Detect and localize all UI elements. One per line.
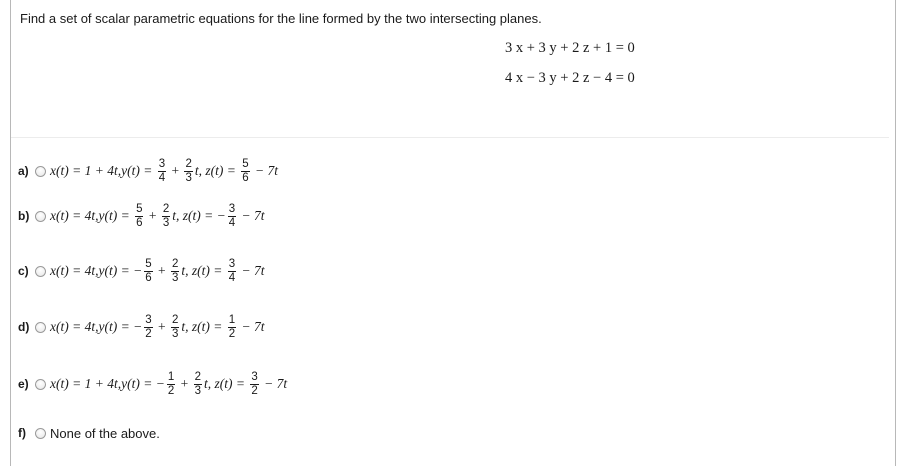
radio-button[interactable] xyxy=(35,166,46,177)
plane-equation-2: 4 x − 3 y + 2 z − 4 = 0 xyxy=(505,70,635,86)
y-tail: t, xyxy=(181,263,189,278)
y-coefficient-fraction xyxy=(171,314,179,341)
numerator: 2 xyxy=(162,202,170,215)
choice-letter: d) xyxy=(18,320,30,334)
z-lead: z(t) = xyxy=(188,319,226,334)
y-coefficient-fraction xyxy=(184,158,192,185)
divider xyxy=(11,137,889,138)
numerator: 5 xyxy=(242,157,249,170)
numerator: 2 xyxy=(185,157,192,170)
x-equation: x(t) = 1 + 4t, xyxy=(50,376,122,391)
numerator: 3 xyxy=(228,202,236,215)
radio-button[interactable] xyxy=(35,428,46,439)
radio-button[interactable] xyxy=(35,379,46,390)
z-lead: z(t) = − xyxy=(179,208,226,223)
x-equation: x(t) = 4t, xyxy=(50,319,99,334)
y-coefficient-fraction xyxy=(162,203,170,230)
plus-sign: + xyxy=(154,263,169,278)
choice-c[interactable] xyxy=(18,251,265,291)
numerator: 2 xyxy=(194,370,201,383)
plane-equation-1: 3 x + 3 y + 2 z + 1 = 0 xyxy=(505,40,635,56)
choice-text: None of the above. xyxy=(50,425,160,441)
denominator: 2 xyxy=(167,384,175,397)
y-lead: y(t) = − xyxy=(98,263,143,278)
z-constant-fraction xyxy=(228,314,236,341)
z-constant-fraction xyxy=(241,158,249,185)
z-lead: z(t) = xyxy=(188,263,226,278)
choice-letter: f) xyxy=(18,426,26,440)
numerator: 3 xyxy=(158,157,166,170)
denominator: 3 xyxy=(171,327,179,340)
radio-button[interactable] xyxy=(35,211,46,222)
choice-letter: c) xyxy=(18,264,29,278)
choice-b[interactable] xyxy=(18,196,265,236)
choice-equations xyxy=(50,158,278,185)
denominator: 6 xyxy=(145,271,152,284)
choice-equations xyxy=(50,203,265,230)
denominator: 6 xyxy=(136,216,143,229)
z-constant-fraction xyxy=(228,258,236,285)
denominator: 3 xyxy=(162,216,170,229)
plus-sign: + xyxy=(145,208,160,223)
y-tail: t, xyxy=(181,319,189,334)
plus-sign: + xyxy=(177,376,192,391)
denominator: 3 xyxy=(194,384,201,397)
y-constant-fraction xyxy=(158,158,166,185)
z-constant-fraction xyxy=(250,371,258,398)
numerator: 5 xyxy=(136,202,143,215)
choice-equations xyxy=(50,371,287,398)
x-equation: x(t) = 4t, xyxy=(50,208,99,223)
plus-sign: + xyxy=(154,319,169,334)
numerator: 3 xyxy=(228,257,236,270)
denominator: 2 xyxy=(251,384,258,397)
y-lead: y(t) = xyxy=(98,208,134,223)
denominator: 4 xyxy=(228,216,236,229)
y-lead: y(t) = xyxy=(121,163,156,178)
radio-button[interactable] xyxy=(35,322,46,333)
x-equation: x(t) = 4t, xyxy=(50,263,99,278)
y-constant-fraction xyxy=(167,371,175,398)
y-coefficient-fraction xyxy=(194,371,202,398)
choice-letter: b) xyxy=(18,209,30,223)
z-tail: − 7t xyxy=(238,319,265,334)
denominator: 2 xyxy=(228,327,236,340)
denominator: 6 xyxy=(242,171,249,184)
denominator: 4 xyxy=(228,271,236,284)
plus-sign: + xyxy=(168,163,183,178)
choice-letter: e) xyxy=(18,377,29,391)
z-lead: z(t) = xyxy=(211,376,249,391)
choice-d[interactable] xyxy=(18,307,265,347)
y-lead: y(t) = − xyxy=(98,319,143,334)
choice-equations xyxy=(50,314,265,341)
z-tail: − 7t xyxy=(251,163,279,178)
y-tail: t, xyxy=(172,208,180,223)
numerator: 3 xyxy=(251,370,258,383)
choice-a[interactable] xyxy=(18,151,278,191)
numerator: 1 xyxy=(167,370,175,383)
numerator: 5 xyxy=(145,257,152,270)
numerator: 3 xyxy=(145,313,152,326)
choice-letter: a) xyxy=(18,164,29,178)
numerator: 1 xyxy=(228,313,236,326)
y-constant-fraction xyxy=(135,203,143,230)
denominator: 2 xyxy=(145,327,152,340)
x-equation: x(t) = 1 + 4t, xyxy=(50,163,122,178)
y-lead: y(t) = − xyxy=(121,376,165,391)
z-constant-fraction xyxy=(228,203,236,230)
denominator: 4 xyxy=(158,171,166,184)
numerator: 2 xyxy=(171,313,179,326)
denominator: 3 xyxy=(185,171,192,184)
y-constant-fraction xyxy=(144,314,152,341)
radio-button[interactable] xyxy=(35,266,46,277)
question-text: Find a set of scalar parametric equations for the line formed by the two intersecting planes. xyxy=(20,11,542,26)
numerator: 2 xyxy=(171,257,179,270)
choice-equations xyxy=(50,258,265,285)
y-coefficient-fraction xyxy=(171,258,179,285)
denominator: 3 xyxy=(171,271,179,284)
z-lead: z(t) = xyxy=(202,163,240,178)
choice-e[interactable] xyxy=(18,364,287,404)
y-tail: t, xyxy=(204,376,212,391)
y-tail: t, xyxy=(194,163,203,178)
choice-f[interactable] xyxy=(18,413,160,453)
z-tail: − 7t xyxy=(260,376,288,391)
z-tail: − 7t xyxy=(238,208,265,223)
z-tail: − 7t xyxy=(238,263,265,278)
y-constant-fraction xyxy=(144,258,152,285)
